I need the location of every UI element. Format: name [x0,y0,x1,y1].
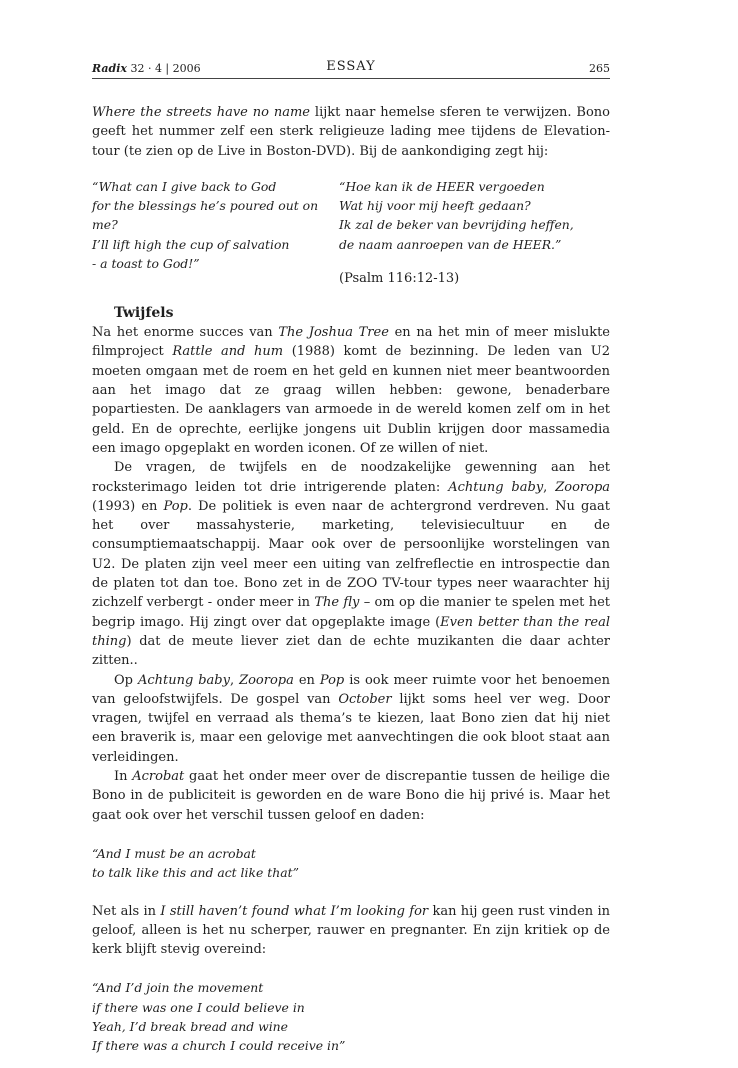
paragraph-4 [92,767,610,825]
verse-line: “And I’d join the movement [92,980,264,996]
quote-line: de naam aanroepen van de HEER.” [339,236,562,252]
running-header [92,56,610,79]
text-run: . De politiek is even naar de achtergrond verdreven. Nu gaat het over massahysterie, marketing, televisiecultuur en de consumptiemaatschappij. Maar ook over de persoonlijke worstelingen van U2. De platen zijn veel meer een uiting van zelfreflectie en introspectie dan de platen tot dan toe. Bono zet in de ZOO TV-tour types neer waarachter hij zichzelf verbergt - onder meer in [92,498,610,611]
album-title: Achtung baby [137,672,230,688]
journal-name: Radix [92,62,127,75]
verse-line: “And I must be an acrobat [92,845,256,861]
paragraph-2 [92,458,610,670]
song-title: I still haven’t found what I’m looking for [160,903,429,919]
paragraph-1 [92,323,610,458]
song-title: The fly [314,595,360,611]
page-number: 265 [589,62,610,75]
quote-line: for the blessings he’s poured out on me? [92,198,319,233]
quote-line: Wat hij voor mij heeft gedaan? [339,198,531,214]
album-title: October [338,691,392,707]
quote-dutch [339,177,609,254]
verse-line: Yeah, I’d break bread and wine [92,1018,288,1034]
text-run: In [114,769,133,785]
verse-line: if there was one I could believe in [92,999,305,1015]
text-run: , [229,672,240,688]
quote-line: I’ll lift high the cup of salvation [92,236,290,252]
paragraph-5 [92,902,610,960]
article-page [92,56,610,1056]
album-title: Zooropa [239,672,294,688]
text-run: Op [114,672,138,688]
text-run: Na het enorme succes van [92,325,279,341]
section-label: ESSAY [326,59,376,74]
quote-line: - a toast to God!” [92,256,200,272]
song-title: Even better than the real thing [92,614,610,649]
film-title: Rattle and hum [172,344,284,360]
verse-line: If there was a church I could receive in” [92,1038,346,1054]
quote-line: “Hoe kan ik de HEER vergoeden [339,178,545,194]
album-title: Pop [163,498,188,514]
intro-text: lijkt naar hemelse sferen te verwijzen. Bono geeft het nummer zelf een sterk religieuze lading mee tijdens de Elevation-tour (te zien op de Live in Boston-DVD). Bij de aankondiging zegt hij: [92,105,611,159]
paragraph-3 [92,671,610,767]
section-heading: Twijfels [114,305,174,322]
text-run: , [543,479,556,495]
album-title: Achtung baby [448,479,544,495]
song-title: Acrobat [132,769,185,785]
song-title: Where the streets have no name [92,105,311,120]
text-run: en na het min of meer mislukte filmproject [92,325,610,360]
text-run: is ook meer ruimte voor het benoemen van geloofstwijfels. De gospel van [92,672,610,707]
text-run: kan hij geen rust vinden in geloof, alleen is het nu scherper, rauwer en pregnanter. En zijn kritiek op de kerk blijft stevig overeind: [92,903,610,958]
quote-pair [92,177,610,272]
intro-paragraph [92,103,610,161]
quote-line: “What can I give back to God [92,178,277,194]
text-run: en [293,672,320,688]
text-run: De vragen, de twijfels en de noodzakelijke gewenning aan het rocksterimago leiden tot drie intrigerende platen: [92,460,610,495]
album-title: Pop [319,672,345,688]
quote-line: Ik zal de beker van bevrijding heffen, [339,217,574,233]
quote-english [92,177,332,273]
verse-line: to talk like this and act like that” [92,865,299,881]
album-title: Zooropa [555,479,611,495]
verse-acrobat [92,844,610,883]
verse-movement [92,978,610,1055]
text-run: (1993) en [92,498,164,514]
text-run: Net als in [92,903,161,919]
album-title: The Joshua Tree [278,325,389,341]
text-run: lijkt soms heel ver weg. Door vragen, twijfel en verraad als thema’s te kiezen, laat Bono zien dat hij niet een braverik is, maar een gelovige met aanvechtingen die ook bloot staat aan verleidingen. [92,691,610,765]
psalm-reference: (Psalm 116:12-13) [339,270,460,286]
text-run: – om op die manier te spelen met het begrip imago. Hij zingt over dat opgeplakte image ( [92,595,610,630]
issue-info: 32 · 4 | 2006 [130,62,201,75]
text-run: (1988) komt de bezinning. De leden van U2 moeten omgaan met de roem en het geld en kunnen niet meer beantwoorden aan het imago dat ze graag willen hebben: gewone, benaderbare popartiesten. De aanklagers van armoede in de wereld komen zelf om in het geld. En de oprechte, eerlijke jongens uit Dublin krijgen door massamedia een imago opgeplakt en worden iconen. Of ze willen of niet. [92,344,610,456]
text-run: ) dat de meute liever ziet dan de echte muzikanten die daar achter zitten.. [92,633,610,669]
text-run: gaat het onder meer over de discrepantie tussen de heilige die Bono in de publiciteit is geworden en de ware Bono die hij privé is. Maar het gaat ook over het verschil tussen geloof en daden: [92,769,610,823]
